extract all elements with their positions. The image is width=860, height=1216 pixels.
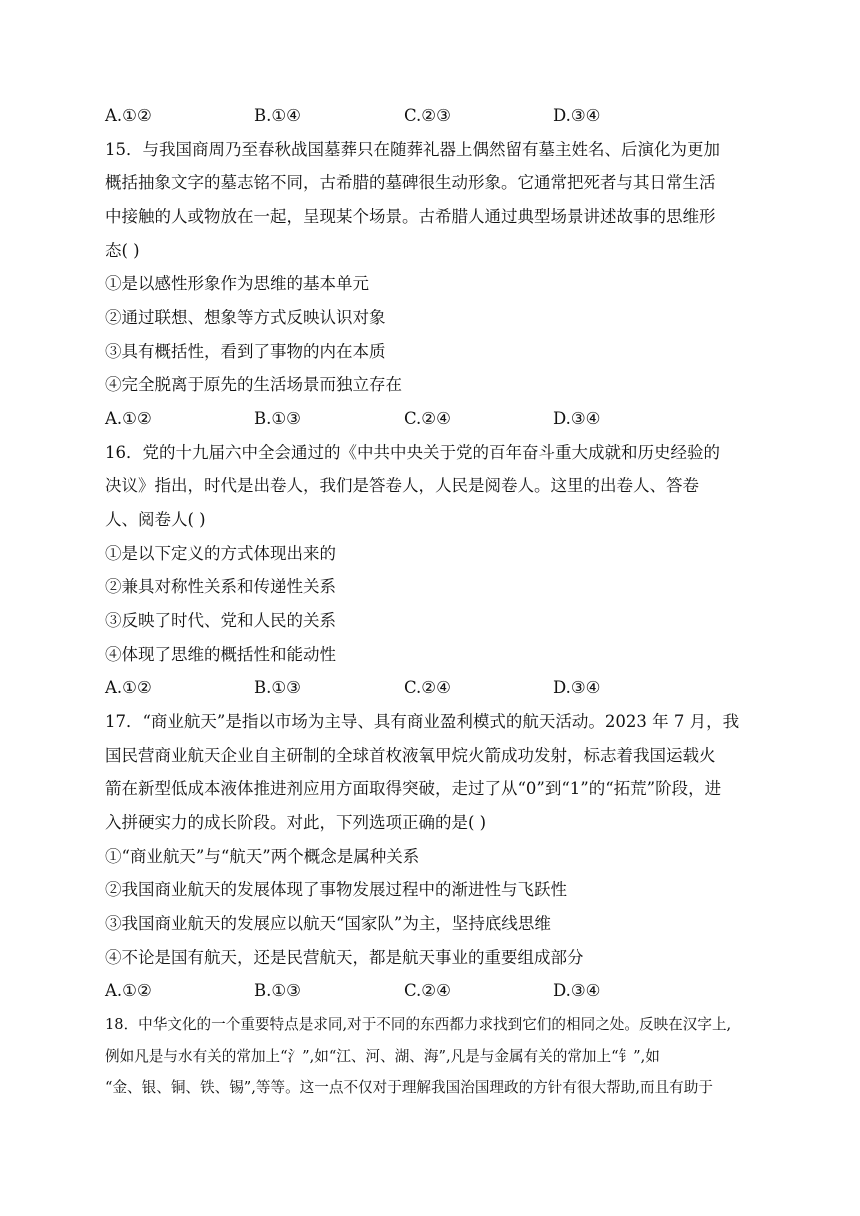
q15-item-1: ①是以感性形象作为思维的基本单元	[105, 274, 369, 293]
q18-stem-line-1: 18．中华文化的一个重要特点是求同,对于不同的东西都力求找到它们的相同之处。反映在汉字上,	[105, 1016, 732, 1033]
q17-item-3: ③我国商业航天的发展应以航天“国家队”为主，坚持底线思维	[105, 914, 551, 933]
q17-item-2: ②我国商业航天的发展体现了事物发展过程中的渐进性与飞跃性	[105, 880, 567, 899]
q14-option-b: B.①④	[254, 106, 301, 125]
q16-item-4: ④体现了思维的概括性和能动性	[105, 645, 336, 664]
q16-stem-line-2: 决议》指出，时代是出卷人，我们是答卷人，人民是阅卷人。这里的出卷人、答卷	[105, 476, 699, 495]
q15-option-a: A.①②	[105, 409, 152, 428]
q16-option-b: B.①③	[254, 678, 301, 697]
q15-stem-line-4: 态( )	[105, 241, 140, 260]
q14-option-d: D.③④	[553, 106, 601, 125]
q15-item-2: ②通过联想、想象等方式反映认识对象	[105, 308, 386, 327]
q16-stem-line-3: 人、阅卷人( )	[105, 510, 206, 529]
q15-item-4: ④完全脱离于原先的生活场景而独立存在	[105, 375, 402, 394]
q14-option-c: C.②③	[404, 106, 451, 125]
q18-stem-line-2: 例如凡是与水有关的常加上“氵”,如“江、河、湖、海”,凡是与金属有关的常加上“钅”,如	[105, 1048, 660, 1065]
q14-options	[105, 106, 705, 126]
q17-option-d: D.③④	[553, 981, 601, 1000]
q16-stem-line-1: 16．党的十九届六中全会通过的《中共中央关于党的百年奋斗重大成就和历史经验的	[105, 443, 720, 462]
q15-options	[105, 409, 705, 429]
q17-stem-line-3: 箭在新型低成本液体推进剂应用方面取得突破，走过了从“0”到“1”的“拓荒”阶段，进	[105, 779, 722, 798]
q16-option-d: D.③④	[553, 678, 601, 697]
q16-option-a: A.①②	[105, 678, 152, 697]
q15-option-b: B.①③	[254, 409, 301, 428]
q17-item-4: ④不论是国有航天，还是民营航天，都是航天事业的重要组成部分	[105, 948, 584, 967]
q16-option-c: C.②④	[404, 678, 451, 697]
q15-stem-line-3: 中接触的人或物放在一起，呈现某个场景。古希腊人通过典型场景讲述故事的思维形	[105, 207, 716, 226]
q17-option-b: B.①③	[254, 981, 301, 1000]
q17-stem-line-1: 17．“商业航天”是指以市场为主导、具有商业盈利模式的航天活动。2023 年 7 月，我	[105, 712, 740, 731]
q16-item-2: ②兼具对称性关系和传递性关系	[105, 577, 336, 596]
q17-item-1: ①“商业航天”与“航天”两个概念是属种关系	[105, 847, 420, 866]
q17-option-a: A.①②	[105, 981, 152, 1000]
q15-option-d: D.③④	[553, 409, 601, 428]
q17-options	[105, 981, 705, 1001]
q18-stem-line-3: “金、银、铜、铁、锡”,等等。这一点不仅对于理解我国治国理政的方针有很大帮助,而且有助于	[105, 1079, 713, 1096]
q14-option-a: A.①②	[105, 106, 152, 125]
q15-option-c: C.②④	[404, 409, 451, 428]
q15-item-3: ③具有概括性，看到了事物的内在本质	[105, 342, 386, 361]
q17-stem-line-4: 入拼硬实力的成长阶段。对此，下列选项正确的是( )	[105, 813, 487, 832]
q15-stem-line-2: 概括抽象文字的墓志铭不同，古希腊的墓碑很生动形象。它通常把死者与其日常生活	[105, 173, 716, 192]
q17-stem-line-2: 国民营商业航天企业自主研制的全球首枚液氧甲烷火箭成功发射，标志着我国运载火	[105, 746, 716, 765]
q16-options	[105, 678, 705, 698]
q15-stem-line-1: 15．与我国商周乃至春秋战国墓葬只在随葬礼器上偶然留有墓主姓名、后演化为更加	[105, 140, 720, 159]
q16-item-3: ③反映了时代、党和人民的关系	[105, 611, 336, 630]
q16-item-1: ①是以下定义的方式体现出来的	[105, 544, 336, 563]
q17-option-c: C.②④	[404, 981, 451, 1000]
